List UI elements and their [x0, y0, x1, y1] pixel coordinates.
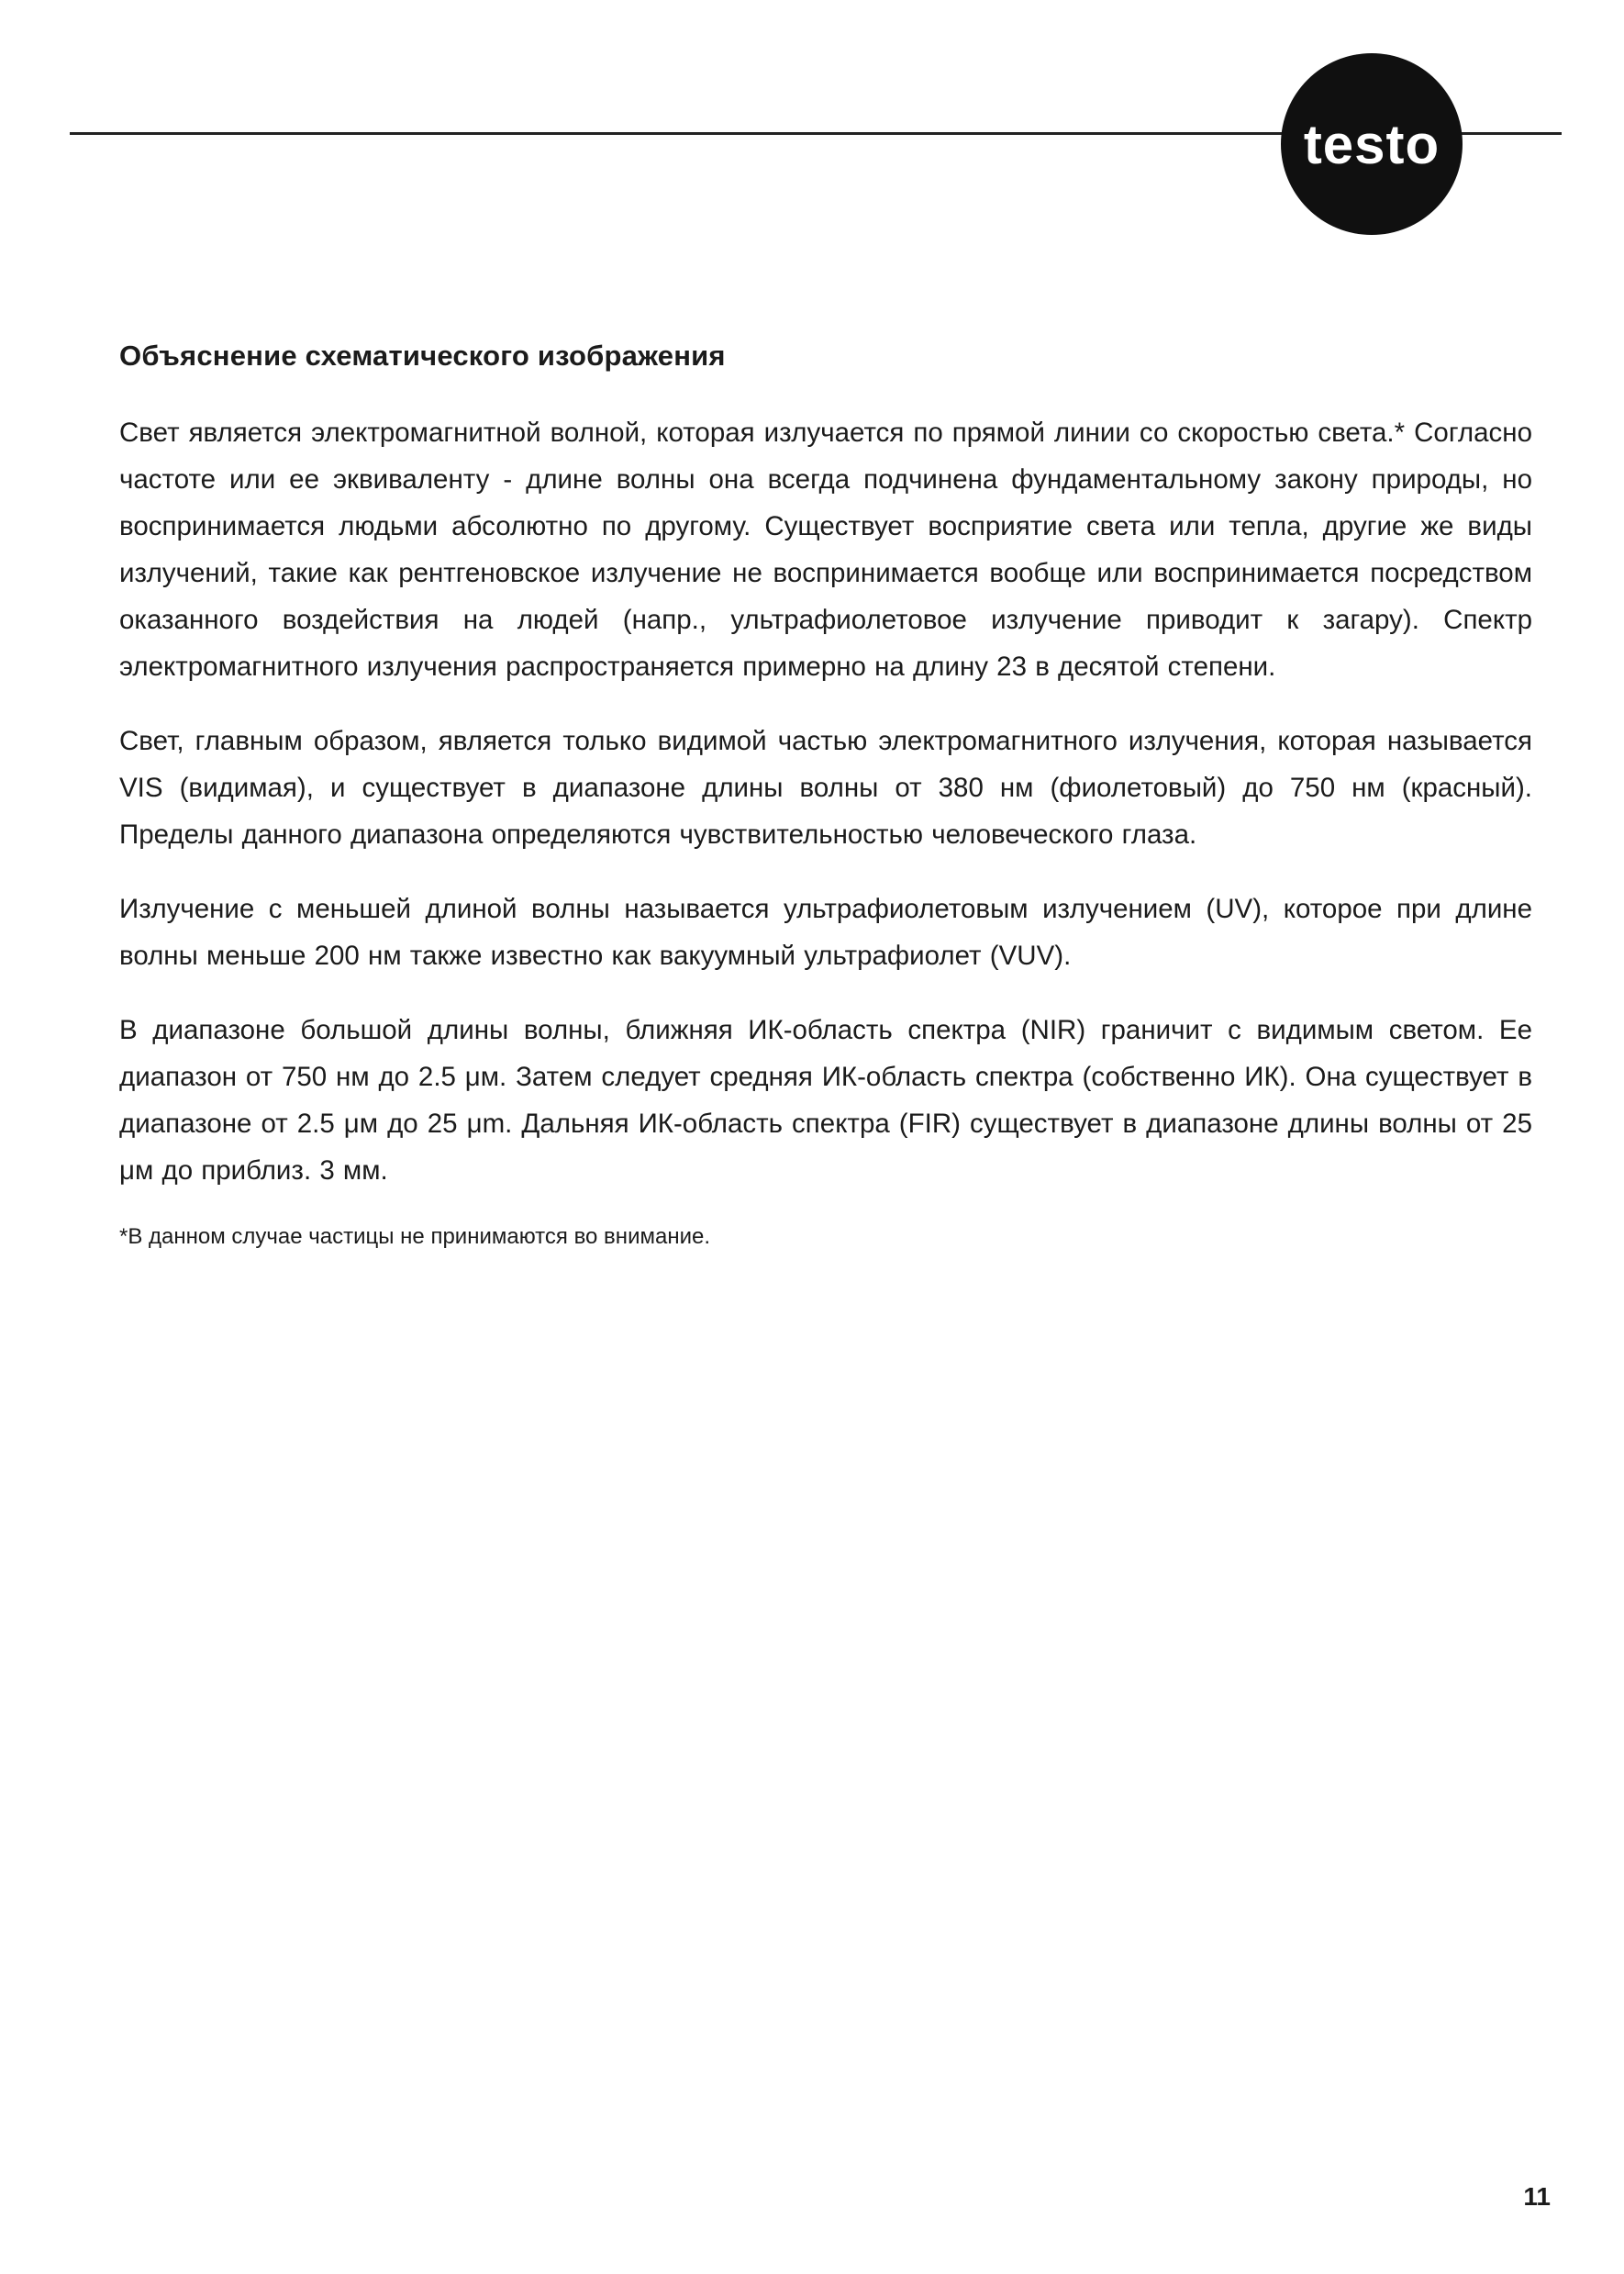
- page-number: 11: [1523, 2182, 1551, 2211]
- paragraph-infrared: В диапазоне большой длины волны, ближняя ИК-область спектра (NIR) граничит с видимым светом. Ее диапазон от 750 нм до 2.5 μм. Затем следует средняя ИК-область спектра (собственно ИК). Она существует в диапазоне от 2.5 μм до 25 μm. Дальняя ИК-область спектра (FIR) существует в диапазоне длины волны от 25 μм до приблиз. 3 мм.: [119, 1015, 1532, 1186]
- paragraph-ultraviolet: Излучение с меньшей длиной волны называется ультрафиолетовым излучением (UV), которое при длине волны меньше 200 нм также известно как вакуумный ультрафиолет (VUV).: [119, 894, 1532, 971]
- page-title: Объяснение схематического изображения: [119, 340, 726, 372]
- footnote: *В данном случае частицы не принимаются во внимание.: [119, 1224, 710, 1249]
- paragraph-light-wave: Свет является электромагнитной волной, которая излучается по прямой линии со скоростью света.* Согласно частоте или ее эквиваленту - длине волны она всегда подчинена фундаментальному закону природы, но воспринимается людьми абсолютно по другому. Существует восприятие света или тепла, другие же виды излучений, такие как рентгеновское излучение не воспринимается вообще или воспринимается посредством оказанного воздействия на людей (напр., ультрафиолетовое излучение приводит к загару). Спектр электромагнитного излучения распространяется примерно на длину 23 в десятой степени.: [119, 418, 1532, 682]
- page-content: [119, 340, 1532, 1253]
- paragraph-visible-spectrum: Свет, главным образом, является только видимой частью электромагнитного излучения, которая называется VIS (видимая), и существует в диапазоне длины волны от 380 нм (фиолетовый) до 750 нм (красный). Пределы данного диапазона определяются чувствительностью человеческого глаза.: [119, 726, 1532, 850]
- testo-logo-text: testo: [1303, 113, 1440, 175]
- testo-logo: [1281, 53, 1463, 235]
